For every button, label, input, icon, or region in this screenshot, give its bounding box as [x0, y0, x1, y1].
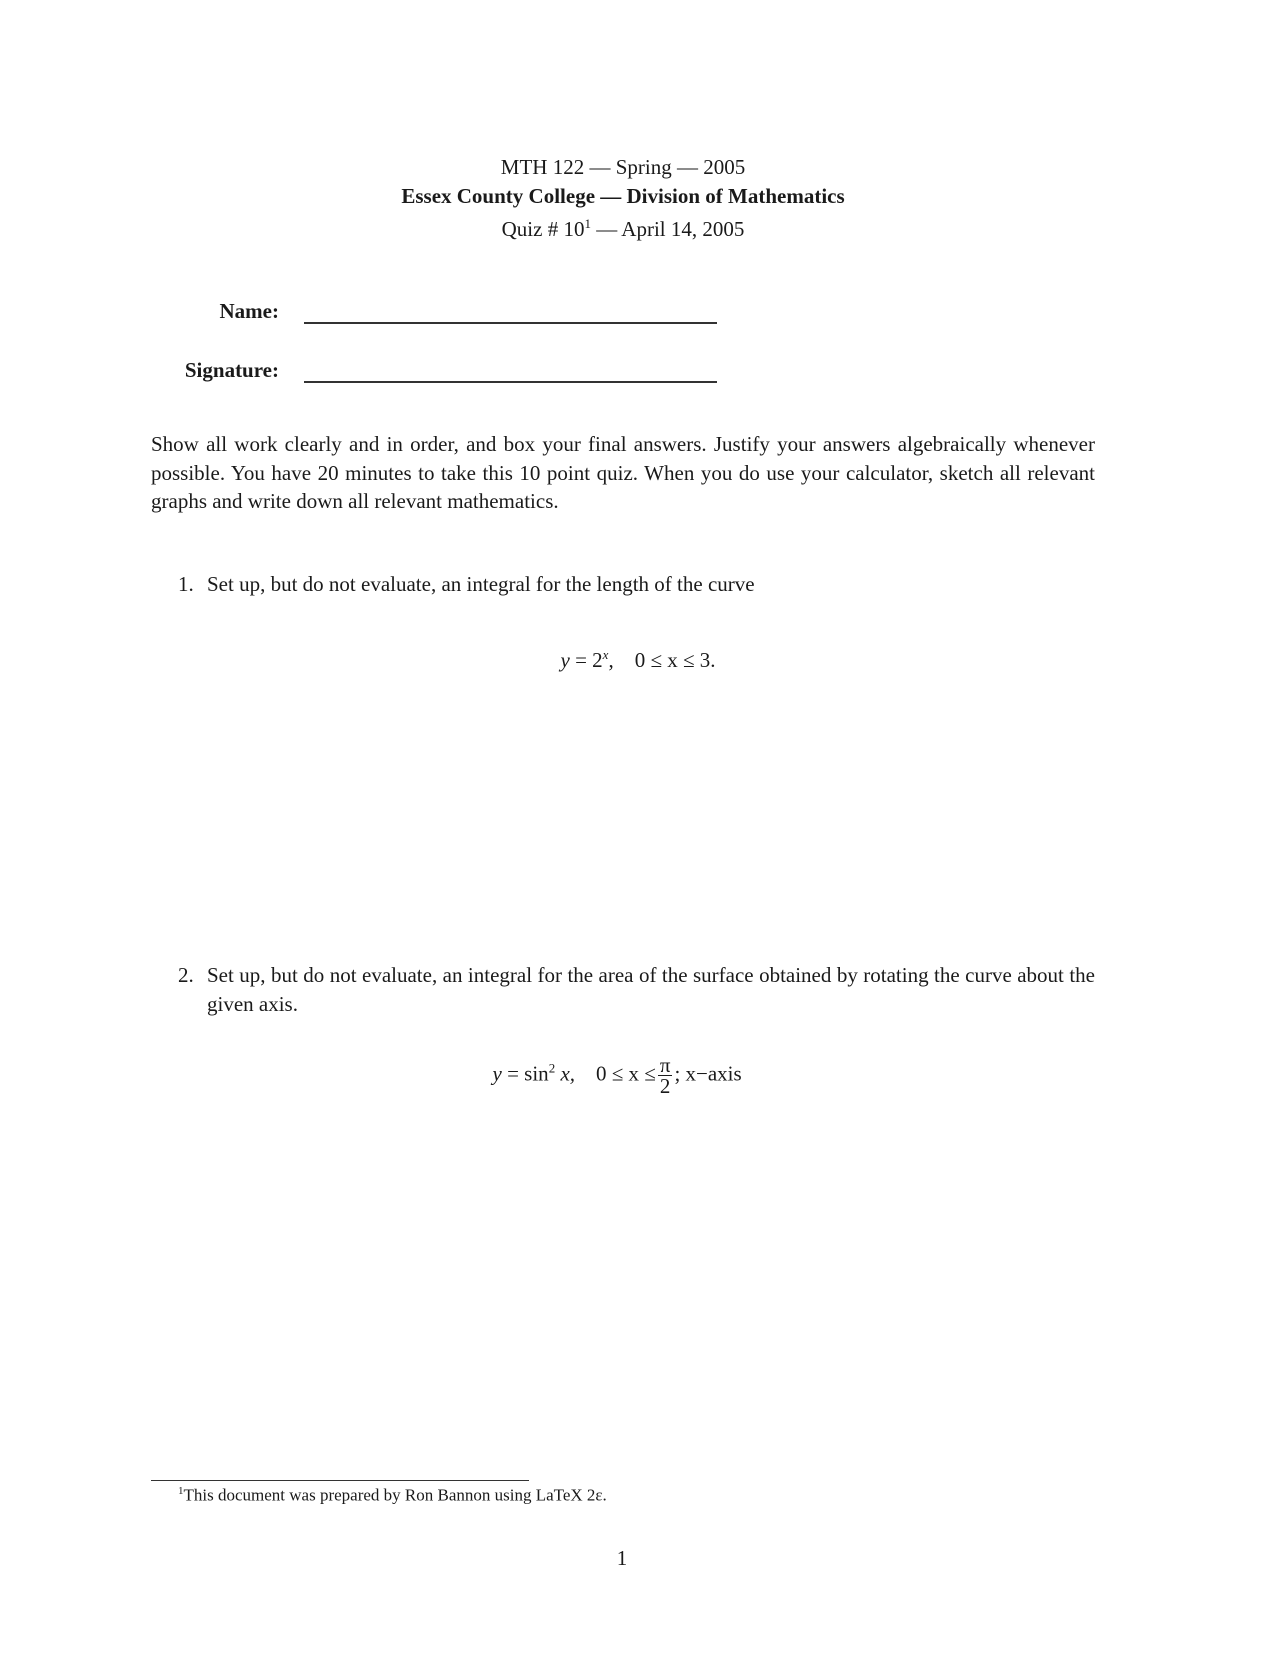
header-college: Essex County College — Division of Mathematics: [401, 184, 845, 208]
footnote-rule: [151, 1480, 529, 1481]
footnote-mark: 1: [584, 216, 591, 231]
formula-eq: = sin: [501, 1061, 549, 1086]
name-label: Name:: [219, 299, 279, 323]
signature-field-line[interactable]: [304, 381, 717, 383]
footnote: [178, 1485, 607, 1506]
formula-var: y: [492, 1061, 502, 1086]
footnote-number: 1: [178, 1485, 184, 1497]
fraction-numerator: π: [659, 1053, 671, 1077]
signature-label: Signature:: [184, 358, 279, 382]
question-text: Set up, but do not evaluate, an integral for the area of the surface obtained by rotating the curve about the given axis.: [207, 963, 1095, 1016]
formula-axis: ; x−axis: [674, 1061, 742, 1086]
question-number: 1.: [178, 572, 194, 596]
formula-range: , 0 ≤ x ≤ 3.: [608, 648, 716, 672]
question-2: [178, 961, 1095, 1018]
formula-var: y: [560, 648, 570, 672]
question-text: Set up, but do not evaluate, an integral for the length of the curve: [207, 572, 755, 596]
quiz-title: Quiz # 10: [501, 217, 585, 241]
header-course: MTH 122 — Spring — 2005: [500, 155, 746, 179]
formula-range: 0 ≤ x ≤: [596, 1061, 656, 1086]
question-2-formula: [482, 1030, 742, 1096]
instructions: Show all work clearly and in order, and box your final answers. Justify your answers algebraically whenever possible. You have 20 minutes to take this 10 point quiz. When you do use your calculator, sketch all relevant graphs and write down all relevant mathematics.: [151, 432, 1095, 513]
formula-exp: x: [602, 647, 609, 662]
page-number: 1: [616, 1546, 628, 1570]
formula-fraction: [658, 1055, 673, 1096]
question-number: 2.: [178, 963, 194, 987]
question-1-formula: [550, 622, 716, 673]
header-quiz: [151, 210, 1095, 243]
footnote-text: This document was prepared by Ron Bannon using LaTeX 2ε.: [183, 1485, 607, 1505]
fraction-denominator: 2: [659, 1074, 671, 1098]
formula-eq: = 2: [569, 648, 603, 672]
name-field-line[interactable]: [304, 322, 717, 324]
formula-x: x,: [555, 1061, 576, 1086]
formula-exp: 2: [548, 1060, 556, 1076]
quiz-date: — April 14, 2005: [590, 217, 745, 241]
question-1: [178, 570, 1095, 599]
